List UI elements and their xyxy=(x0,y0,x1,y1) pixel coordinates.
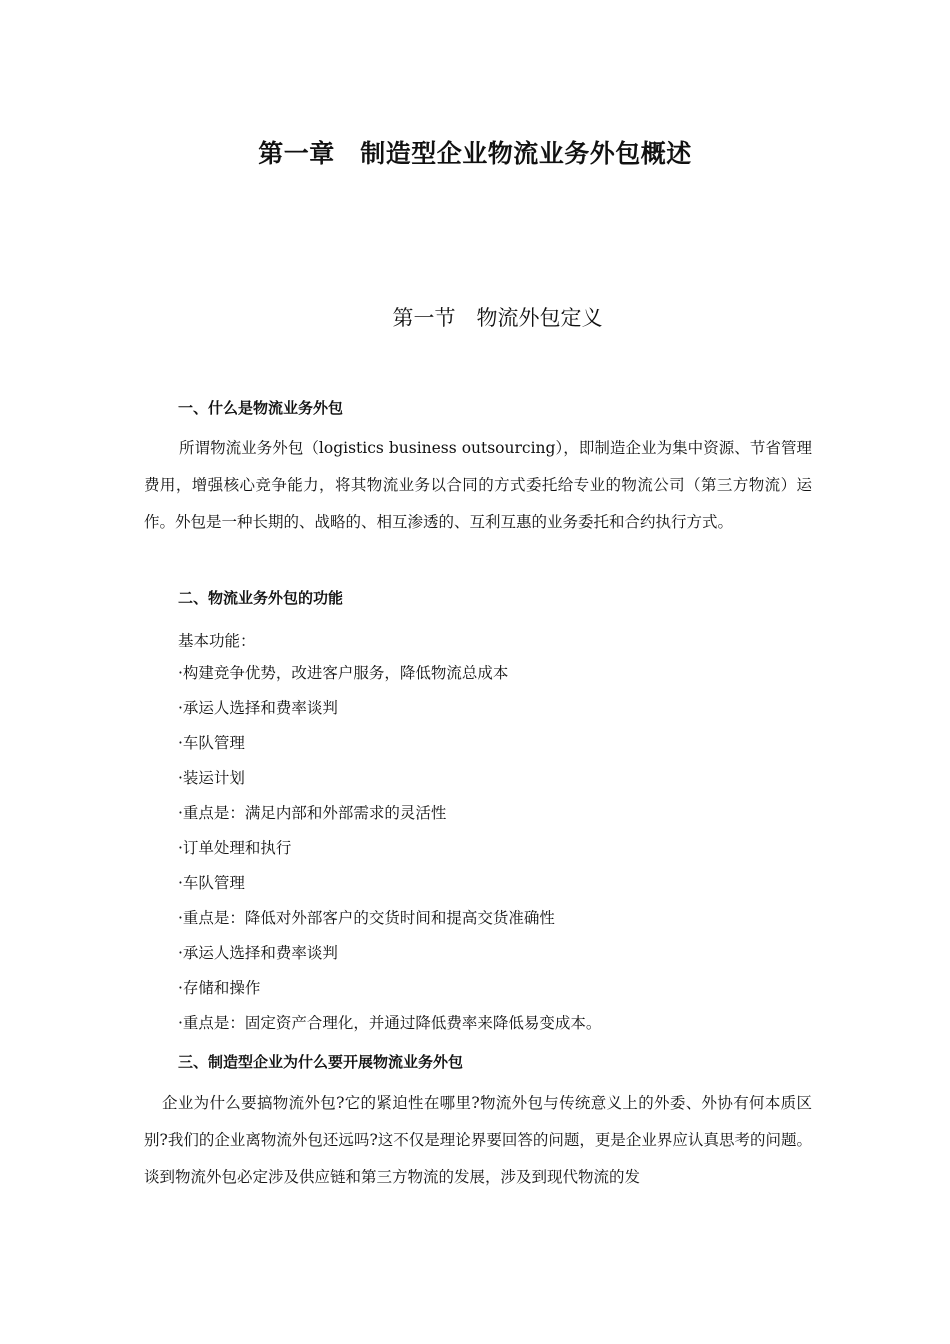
list-item: ·订单处理和执行 xyxy=(178,839,292,857)
list-item: ·车队管理 xyxy=(178,734,245,752)
section-title: 第一节 物流外包定义 xyxy=(392,306,603,330)
list-item: ·重点是：固定资产合理化，并通过降低费率来降低易变成本。 xyxy=(178,1014,602,1032)
list-item: ·承运人选择和费率谈判 xyxy=(178,944,338,962)
paragraph-definition: 所谓物流业务外包（logistics business outsourcing），即制造企业为集中资源、节省管理费用，增强核心竞争能力，将其物流业务以合同的方式委托给专业的物流公司（第三方物流）运作。外包是一种长期的、战略的、相互渗透的、互利互惠的业务委托和合约执行方式。 xyxy=(144,439,812,531)
list-item: ·装运计划 xyxy=(178,769,245,787)
list-item: ·存储和操作 xyxy=(178,979,261,997)
list-item: ·重点是：降低对外部客户的交货时间和提高交货准确性 xyxy=(178,909,555,927)
heading-functions: 二、物流业务外包的功能 xyxy=(178,589,344,607)
functions-intro: 基本功能： xyxy=(178,632,256,650)
paragraph-why-outsource: 企业为什么要搞物流外包?它的紧迫性在哪里?物流外包与传统意义上的外委、外协有何本质区别?我们的企业离物流外包还远吗?这不仅是理论界要回答的问题，更是企业界应认真思考的问题。谈到物流外包必定涉及供应链和第三方物流的发展，涉及到现代物流的发 xyxy=(144,1094,812,1186)
list-item: ·重点是：满足内部和外部需求的灵活性 xyxy=(178,804,447,822)
list-item: ·构建竞争优势，改进客户服务，降低物流总成本 xyxy=(178,664,509,682)
chapter-title: 第一章 制造型企业物流业务外包概述 xyxy=(258,139,692,168)
list-item: ·车队管理 xyxy=(178,874,245,892)
functions-list xyxy=(178,660,601,1045)
heading-what-is-outsourcing: 一、什么是物流业务外包 xyxy=(178,399,344,417)
heading-why-outsource: 三、制造型企业为什么要开展物流业务外包 xyxy=(178,1053,464,1071)
list-item: ·承运人选择和费率谈判 xyxy=(178,699,338,717)
